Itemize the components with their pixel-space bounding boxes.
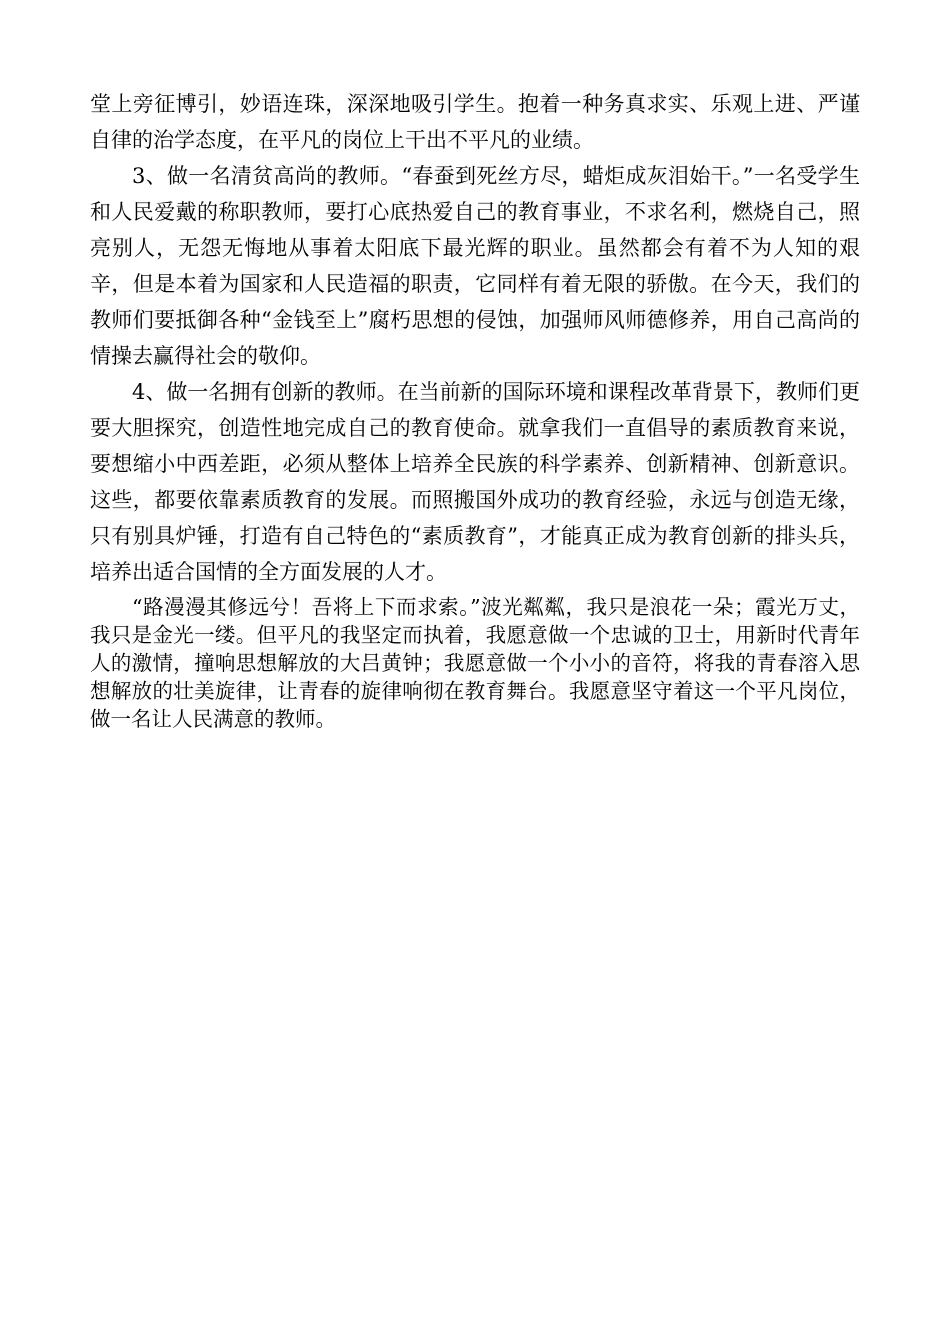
paragraph-point-4: 4、做一名拥有创新的教师。在当前新的国际环境和课程改革背景下，教师们更要大胆探究，创造性地完成自己的教育使命。就拿我们一直倡导的素质教育来说，要想缩小中西差距，必须从整体上培养全民族的科学素养、创新精神、创新意识。这些，都要依靠素质教育的发展。而照搬国外成功的教育经验，永远与创造无缘，只有别具炉锤，打造有自己特色的“素质教育”，才能真正成为教育创新的排头兵，培养出适合国情的全方面发展的人才。	[90, 380, 860, 584]
paragraph-point-3: 3、做一名清贫高尚的教师。“春蚕到死丝方尽，蜡炬成灰泪始干。”一名受学生和人民爱戴的称职教师，要打心底热爱自己的教育事业，不求名利，燃烧自己，照亮别人，无怨无悔地从事着太阳底下最光辉的职业。虽然都会有着不为人知的艰辛，但是本着为国家和人民造福的职责，它同样有着无限的骄傲。在今天，我们的教师们要抵御各种“金钱至上”腐朽思想的侵蚀，加强师风师德修养，用自己高尚的情操去赢得社会的敬仰。	[90, 164, 860, 368]
paragraph-closing: “路漫漫其修远兮！吾将上下而求索。”波光粼粼，我只是浪花一朵；霞光万丈，我只是金光一缕。但平凡的我坚定而执着，我愿意做一个忠诚的卫士，用新时代青年人的激情，撞响思想解放的大吕黄钟；我愿意做一个小小的音符，将我的青春溶入思想解放的壮美旋律，让青春的旋律响彻在教育舞台。我愿意坚守着这一个平凡岗位，做一名让人民满意的教师。	[90, 595, 860, 731]
document-body	[90, 86, 860, 733]
paragraph-continuation: 堂上旁征博引，妙语连珠，深深地吸引学生。抱着一种务真求实、乐观上进、严谨自律的治学态度，在平凡的岗位上干出不平凡的业绩。	[90, 92, 860, 152]
